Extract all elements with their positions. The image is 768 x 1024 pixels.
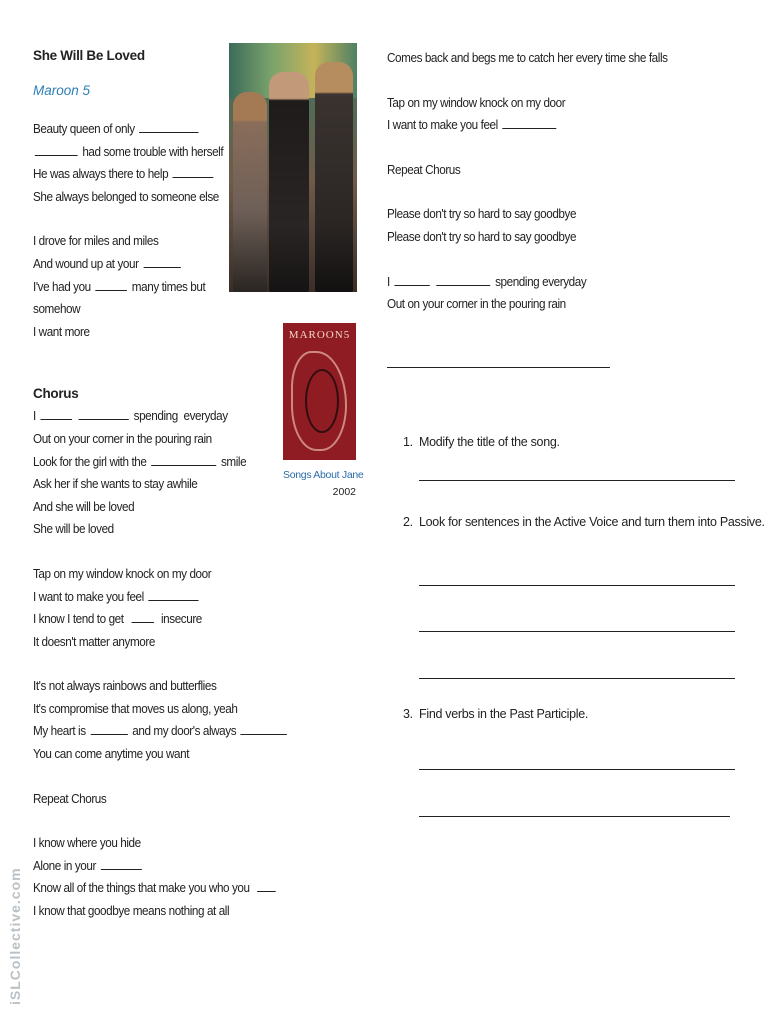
lyric-line: It doesn't matter anymore bbox=[33, 634, 155, 649]
lyric-line: And she will be loved bbox=[33, 499, 135, 514]
section-divider bbox=[387, 367, 610, 368]
fill-in-blank[interactable] bbox=[436, 272, 490, 286]
lyrics-stanza bbox=[387, 47, 668, 70]
fill-in-blank[interactable] bbox=[257, 878, 276, 892]
lyric-line: I want more bbox=[33, 324, 90, 339]
lyric-line: I want to make you feel bbox=[33, 586, 256, 609]
lyrics-stanza bbox=[33, 832, 273, 922]
watermark: iSLCollective.com bbox=[7, 867, 23, 1005]
album-band-name: MAROON5 bbox=[288, 329, 351, 341]
lyric-line: Tap on my window knock on my door bbox=[387, 95, 566, 110]
lyrics-stanza bbox=[387, 271, 647, 316]
lyric-line: It's not always rainbows and butterflies bbox=[33, 679, 217, 694]
lyric-line: I drove for miles and miles bbox=[33, 234, 159, 249]
fill-in-blank[interactable] bbox=[143, 254, 180, 268]
lyric-line: Know all of the things that make you who you bbox=[33, 877, 256, 900]
lyric-line: Alone in your bbox=[33, 855, 256, 878]
repeat-chorus-label: Repeat Chorus bbox=[387, 162, 461, 177]
lyric-line: He was always there to help bbox=[33, 163, 256, 186]
lyric-line: somehow bbox=[33, 302, 81, 317]
song-title: She Will Be Loved bbox=[33, 48, 145, 63]
question-text: Find verbs in the Past Participle. bbox=[419, 707, 589, 721]
lyric-line: Please don't try so hard to say goodbye bbox=[387, 207, 577, 222]
chorus-heading: Chorus bbox=[33, 386, 79, 402]
lyrics-right-column bbox=[387, 47, 668, 338]
lyric-line: Ask her if she wants to stay awhile bbox=[33, 477, 198, 492]
repeat-chorus-label: Repeat Chorus bbox=[33, 791, 107, 806]
answer-line[interactable] bbox=[419, 678, 735, 679]
lyric-line: I know where you hide bbox=[33, 836, 141, 851]
lyric-line: I spending everyday bbox=[387, 271, 629, 294]
lyrics-stanza bbox=[33, 563, 273, 653]
lyric-line: I know I tend to get insecure bbox=[33, 608, 256, 631]
lyric-line: I've had you many times but bbox=[33, 276, 256, 299]
question-number: 1. bbox=[403, 435, 413, 449]
question-text: Look for sentences in the Active Voice and turn them into Passive. bbox=[419, 515, 765, 529]
lyrics-stanza bbox=[387, 203, 647, 248]
fill-in-blank[interactable] bbox=[95, 277, 127, 291]
lyric-line: had some trouble with herself bbox=[33, 141, 256, 164]
answer-line[interactable] bbox=[419, 769, 735, 770]
answer-line[interactable] bbox=[419, 585, 735, 586]
question-number: 3. bbox=[403, 707, 413, 721]
answer-line[interactable] bbox=[419, 480, 735, 481]
album-caption bbox=[283, 469, 364, 498]
lyric-line: She will be loved bbox=[33, 522, 114, 537]
lyric-line: Beauty queen of only bbox=[33, 118, 256, 141]
album-cover bbox=[283, 323, 356, 460]
album-year: 2002 bbox=[332, 486, 356, 498]
lyric-line: It's compromise that moves us along, yeah bbox=[33, 701, 238, 716]
fill-in-blank[interactable] bbox=[151, 452, 216, 466]
fill-in-blank[interactable] bbox=[79, 406, 129, 420]
chorus-stanza bbox=[33, 405, 273, 541]
song-artist: Maroon 5 bbox=[33, 83, 91, 98]
fill-in-blank[interactable] bbox=[139, 119, 199, 133]
fill-in-blank[interactable] bbox=[131, 609, 153, 623]
lyric-line: Tap on my window knock on my door bbox=[33, 566, 212, 581]
fill-in-blank[interactable] bbox=[101, 856, 142, 870]
fill-in-blank[interactable] bbox=[173, 164, 214, 178]
fill-in-blank[interactable] bbox=[90, 721, 127, 735]
fill-in-blank[interactable] bbox=[395, 272, 430, 286]
lyric-line: And wound up at your bbox=[33, 253, 256, 276]
band-photo bbox=[229, 43, 357, 292]
answer-line[interactable] bbox=[419, 816, 730, 817]
lyric-line: Out on your corner in the pouring rain bbox=[33, 431, 212, 446]
lyric-line: My heart is and my door's always bbox=[33, 720, 256, 743]
fill-in-blank[interactable] bbox=[149, 587, 199, 601]
lyrics-stanza bbox=[33, 675, 273, 765]
question-1 bbox=[403, 435, 560, 449]
lyric-line: You can come anytime you want bbox=[33, 747, 190, 762]
answer-line[interactable] bbox=[419, 631, 735, 632]
lyric-line: I know that goodbye means nothing at all bbox=[33, 904, 230, 919]
fill-in-blank[interactable] bbox=[241, 721, 287, 735]
question-3 bbox=[403, 707, 588, 721]
fill-in-blank[interactable] bbox=[41, 406, 73, 420]
question-number: 2. bbox=[403, 515, 413, 529]
lyric-line: I want to make you feel bbox=[387, 114, 629, 137]
fill-in-blank[interactable] bbox=[503, 115, 557, 129]
lyric-line: Look for the girl with the smile bbox=[33, 451, 256, 474]
lyric-line: I spending everyday bbox=[33, 405, 256, 428]
lyric-line: Comes back and begs me to catch her every time she falls bbox=[387, 51, 668, 65]
lyrics-stanza bbox=[387, 92, 647, 137]
question-text: Modify the title of the song. bbox=[419, 435, 560, 449]
lyric-line: Out on your corner in the pouring rain bbox=[387, 297, 566, 312]
fill-in-blank[interactable] bbox=[35, 142, 78, 156]
lyric-line: Please don't try so hard to say goodbye bbox=[387, 229, 577, 244]
question-2 bbox=[403, 515, 765, 529]
lyric-line: She always belonged to someone else bbox=[33, 189, 219, 204]
album-title: Songs About Jane bbox=[283, 469, 364, 481]
